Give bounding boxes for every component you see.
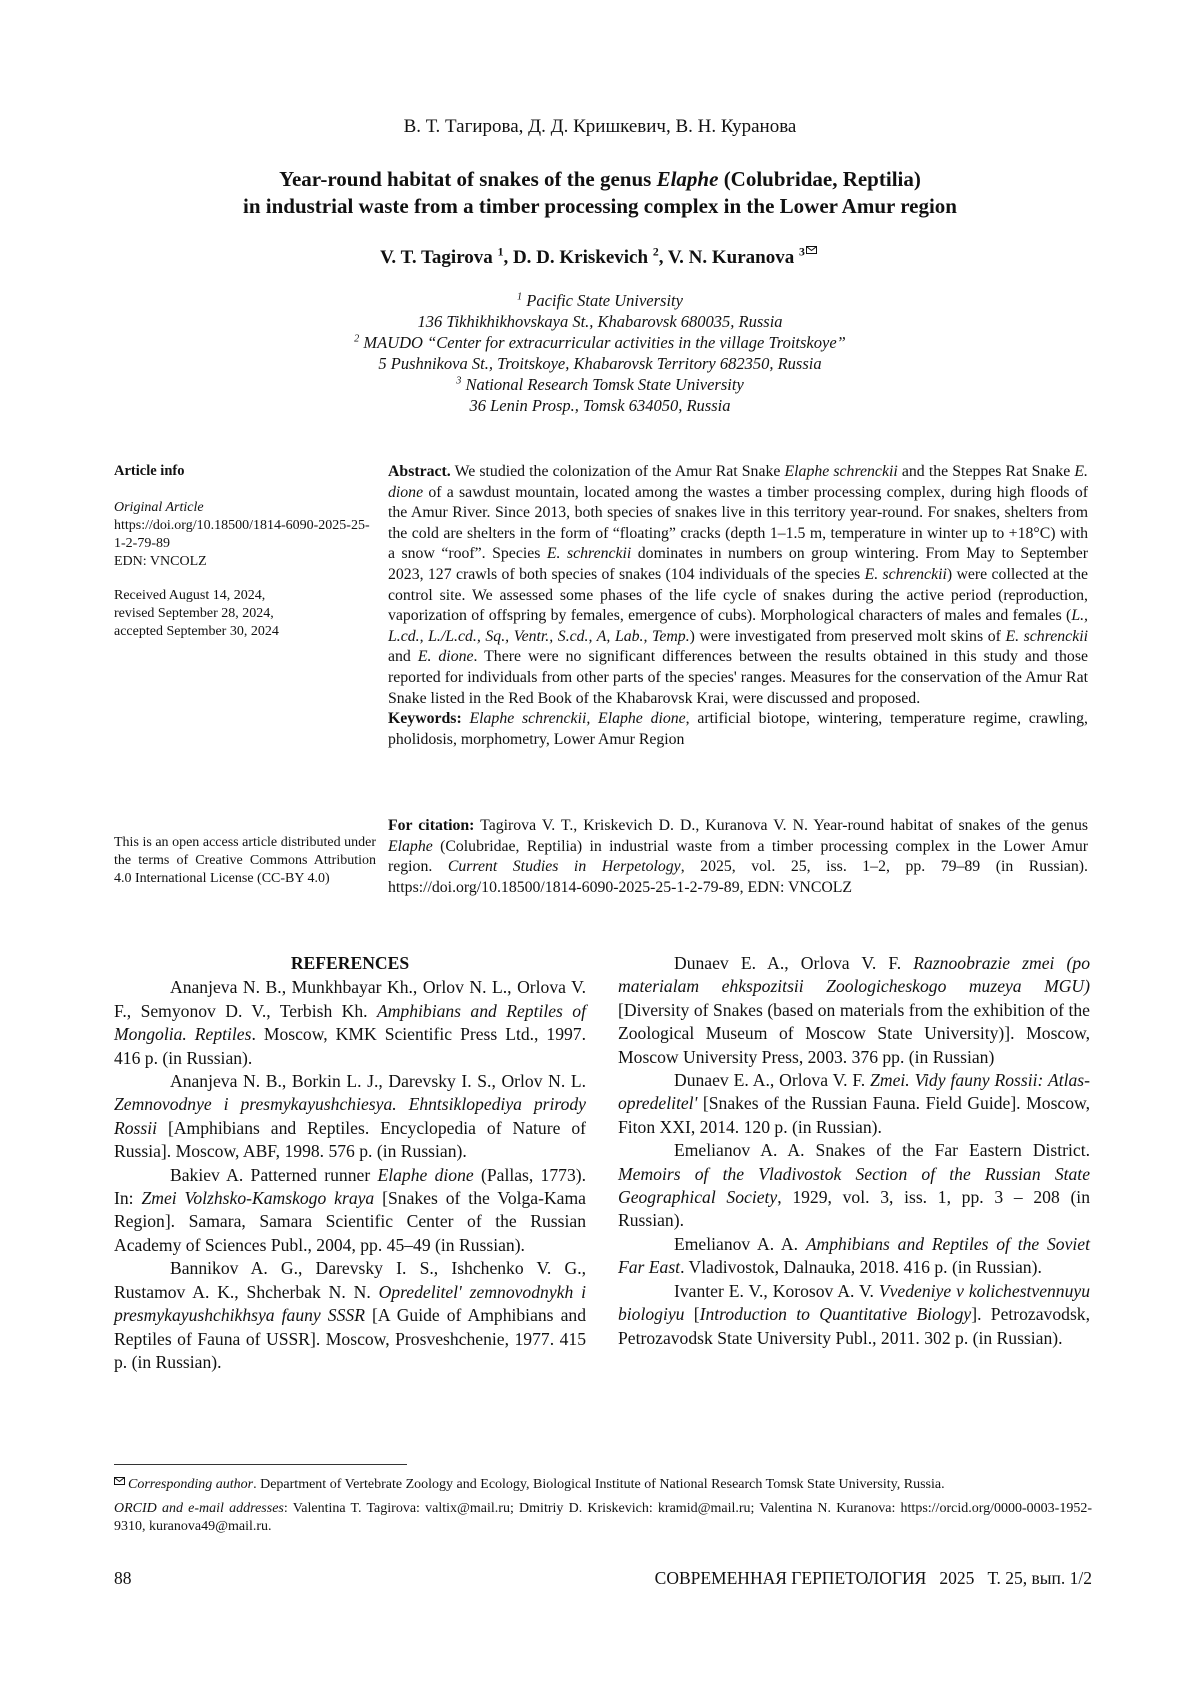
keywords: Keywords: Elaphe schrenckii, Elaphe dione, artificial biotope, wintering, temperature regime, crawling, pholidosis, morphometry, Lower Amur Region — [388, 710, 1089, 748]
reference-item: Ananjeva N. B., Borkin L. J., Darevsky I. S., Orlov N. L. Zemnovodnye i presmykayushchiesya. Ehntsiklopediya prirody Rossii [Amphibians and Reptiles. Encyclopedia of Nature of Russia]. Moscow, ABF, 1998. 576 p. (in Russian). — [114, 1071, 586, 1162]
affiliation-name: $^1$ Pacific State University — [517, 291, 683, 310]
corresponding-author-note: Corresponding author. Department of Vertebrate Zoology and Ecology, Biological Institute of National Research Tomsk State University, Russia. — [114, 1476, 1092, 1494]
reference-item: Bakiev A. Patterned runner Elaphe dione (Pallas, 1773). In: Zmei Volzhsko-Kamskogo kraya [Snakes of the Volga-Kama Region]. Samara, Samara Scientific Center of the Russian Academy of Sciences Publ., 2004, pp. 45–49 (in Russian). — [114, 1164, 587, 1255]
affiliations — [150, 290, 1050, 416]
authors-russian: В. Т. Тагирова, Д. Д. Кришкевич, В. Н. Куранова — [403, 116, 797, 137]
article-info — [114, 462, 376, 641]
article-title — [120, 166, 1080, 220]
affiliation-address: 5 Pushnikova St., Troitskoye, Khabarovsk Territory 682350, Russia — [378, 354, 822, 373]
affiliation-name: $^3$ National Research Tomsk State University — [456, 375, 744, 394]
authors-english: V. T. Tagirova $^1$, D. D. Kriskevich $^2$, V. N. Kuranova $^3$ — [0, 246, 1200, 269]
envelope-icon — [806, 246, 817, 254]
references-heading: REFERENCES — [290, 953, 410, 973]
reference-item: Dunaev E. A., Orlova V. F. Raznoobrazie zmei (po materialam ehkspozitsii Zoologicheskogo muzeya MGU) [Diversity of Snakes (based on materials from the exhibition of the Zoological Museum of Moscow State University)]. Moscow, Moscow University Press, 2003. 376 pp. (in Russian) — [618, 953, 1090, 1067]
envelope-icon — [114, 1477, 125, 1485]
reference-item: Emelianov A. A. Snakes of the Far Eastern District. Memoirs of the Vladivostok Section of the Russian State Geographical Society, 1929, vol. 3, iss. 1, pp. 3 – 208 (in Russian). — [618, 1140, 1090, 1231]
reference-item: Dunaev E. A., Orlova V. F. Zmei. Vidy fauny Rossii: Atlas-opredelitel' [Snakes of the Russian Fauna. Field Guide]. Moscow, Fiton XXI, 2014. 120 p. (in Russian). — [618, 1070, 1090, 1137]
edn: EDN: VNCOLZ — [114, 554, 207, 569]
affiliation-address: 136 Tikhikhikhovskaya St., Khabarovsk 680035, Russia — [417, 312, 783, 331]
affiliation-name: $^2$ MAUDO “Center for extracurricular activities in the village Troitskoye” — [354, 333, 846, 352]
reference-item: Ivanter E. V., Korosov A. V. Vvedeniye v kolichestvennuyu biologiyu [Introduction to Quantitative Biology]. Petrozavodsk, Petrozavodsk State University Publ., 2011. 302 p. (in Russian). — [618, 1280, 1090, 1348]
abstract-text: Abstract. We studied the colonization of the Amur Rat Snake Elaphe schrenckii and the Steppes Rat Snake E. dione of a sawdust mountain, located among the wastes a timber processing complex, during high floods of the Amur River. Since 2013, both species of snakes live in this territory year-round. For snakes, shelters from the cold are shelters in the form of “floating” cracks (depth 1–1.5 m, temperature in winter up to +18°C) with a snow “roof”. Species E. schrenckii dominates in numbers on group wintering. From May to September 2023, 127 crawls of both species of snakes (104 individuals of the species E. schrenckii) were collected at the control site. We assessed some phases of the life cycle of snakes during the active period (reproduction, vaporization of offspring by females, emergence of cubs). Morphological characters of males and females (L., L.cd., L./L.cd., Sq., Ventr., S.cd., A, Lab., Temp.) were investigated from preserved molt skins of E. schrenckii and E. dione. There were no significant differences between the results obtained in this study and those reported for individuals from other parts of the species' ranges. Measures for the conservation of the Amur Rat Snake listed in the Red Book of the Khabarovsk Krai, were discussed and proposed. — [388, 463, 1088, 707]
received-date: Received August 14, 2024, — [114, 588, 266, 603]
abstract — [388, 462, 1088, 750]
references-left-column — [114, 952, 586, 1374]
running-head: СОВРЕМЕННАЯ ГЕРПЕТОЛОГИЯ 2025 Т. 25, вып. 1/2 — [654, 1568, 1092, 1588]
reference-item: Bannikov A. G., Darevsky I. S., Ishchenko V. G., Rustamov A. K., Shcherbak N. N. Opredelitel' zemnovodnykh i presmykayushchikhsya fauny SSSR [A Guide of Amphibians and Reptiles of Fauna of USSR]. Moscow, Prosveshchenie, 1977. 415 p. (in Russian). — [114, 1258, 587, 1372]
references-right-column — [618, 952, 1090, 1350]
citation: For citation: Tagirova V. T., Kriskevich D. D., Kuranova V. N. Year-round habitat of snakes of the genus Elaphe (Colubridae, Reptilia) in industrial waste from a timber processing complex in the Lower Amur region. Current Studies in Herpetology, 2025, vol. 25, iss. 1–2, pp. 79–89 (in Russian). https://doi.org/10.18500/1814-6090-2025-25-1-2-79-89, EDN: VNCOLZ — [388, 817, 1089, 896]
page-number: 88 — [114, 1568, 132, 1588]
reference-item: Ananjeva N. B., Munkhbayar Kh., Orlov N. L., Orlova V. F., Semyonov D. V., Terbish Kh. Amphibians and Reptiles of Mongolia. Reptiles. Moscow, KMK Scientific Press Ltd., 1997. 416 p. (in Russian). — [114, 977, 586, 1068]
license-note: This is an open access article distributed under the terms of Creative Commons Attribution 4.0 International License (CC-BY 4.0) — [114, 835, 376, 887]
reference-item: Emelianov A. A. Amphibians and Reptiles of the Soviet Far East. Vladivostok, Dalnauka, 2018. 416 p. (in Russian). — [618, 1233, 1090, 1278]
orcid-note: ORCID and e-mail addresses: Valentina T. Tagirova: valtix@mail.ru; Dmitriy D. Kriskevich: kramid@mail.ru; Valentina N. Kuranova: https://orcid.org/0000-0003-1952-9310, kuranova49@mail.ru. — [114, 1501, 1092, 1534]
revised-date: revised September 28, 2024, — [114, 606, 274, 621]
accepted-date: accepted September 30, 2024 — [114, 624, 279, 639]
title-line-2: in industrial waste from a timber processing complex in the Lower Amur region — [243, 194, 957, 218]
affiliation-address: 36 Lenin Prosp., Tomsk 634050, Russia — [469, 396, 731, 415]
footnote-rule — [114, 1464, 407, 1465]
footnote — [114, 1476, 1092, 1542]
article-info-heading: Article info — [114, 463, 185, 479]
title-line-1: Year-round habitat of snakes of the genus Elaphe (Colubridae, Reptilia) — [279, 167, 921, 191]
doi-link[interactable]: https://doi.org/10.18500/1814-6090-2025-25-1-2-79-89 — [114, 518, 370, 551]
article-type: Original Article — [114, 500, 204, 515]
